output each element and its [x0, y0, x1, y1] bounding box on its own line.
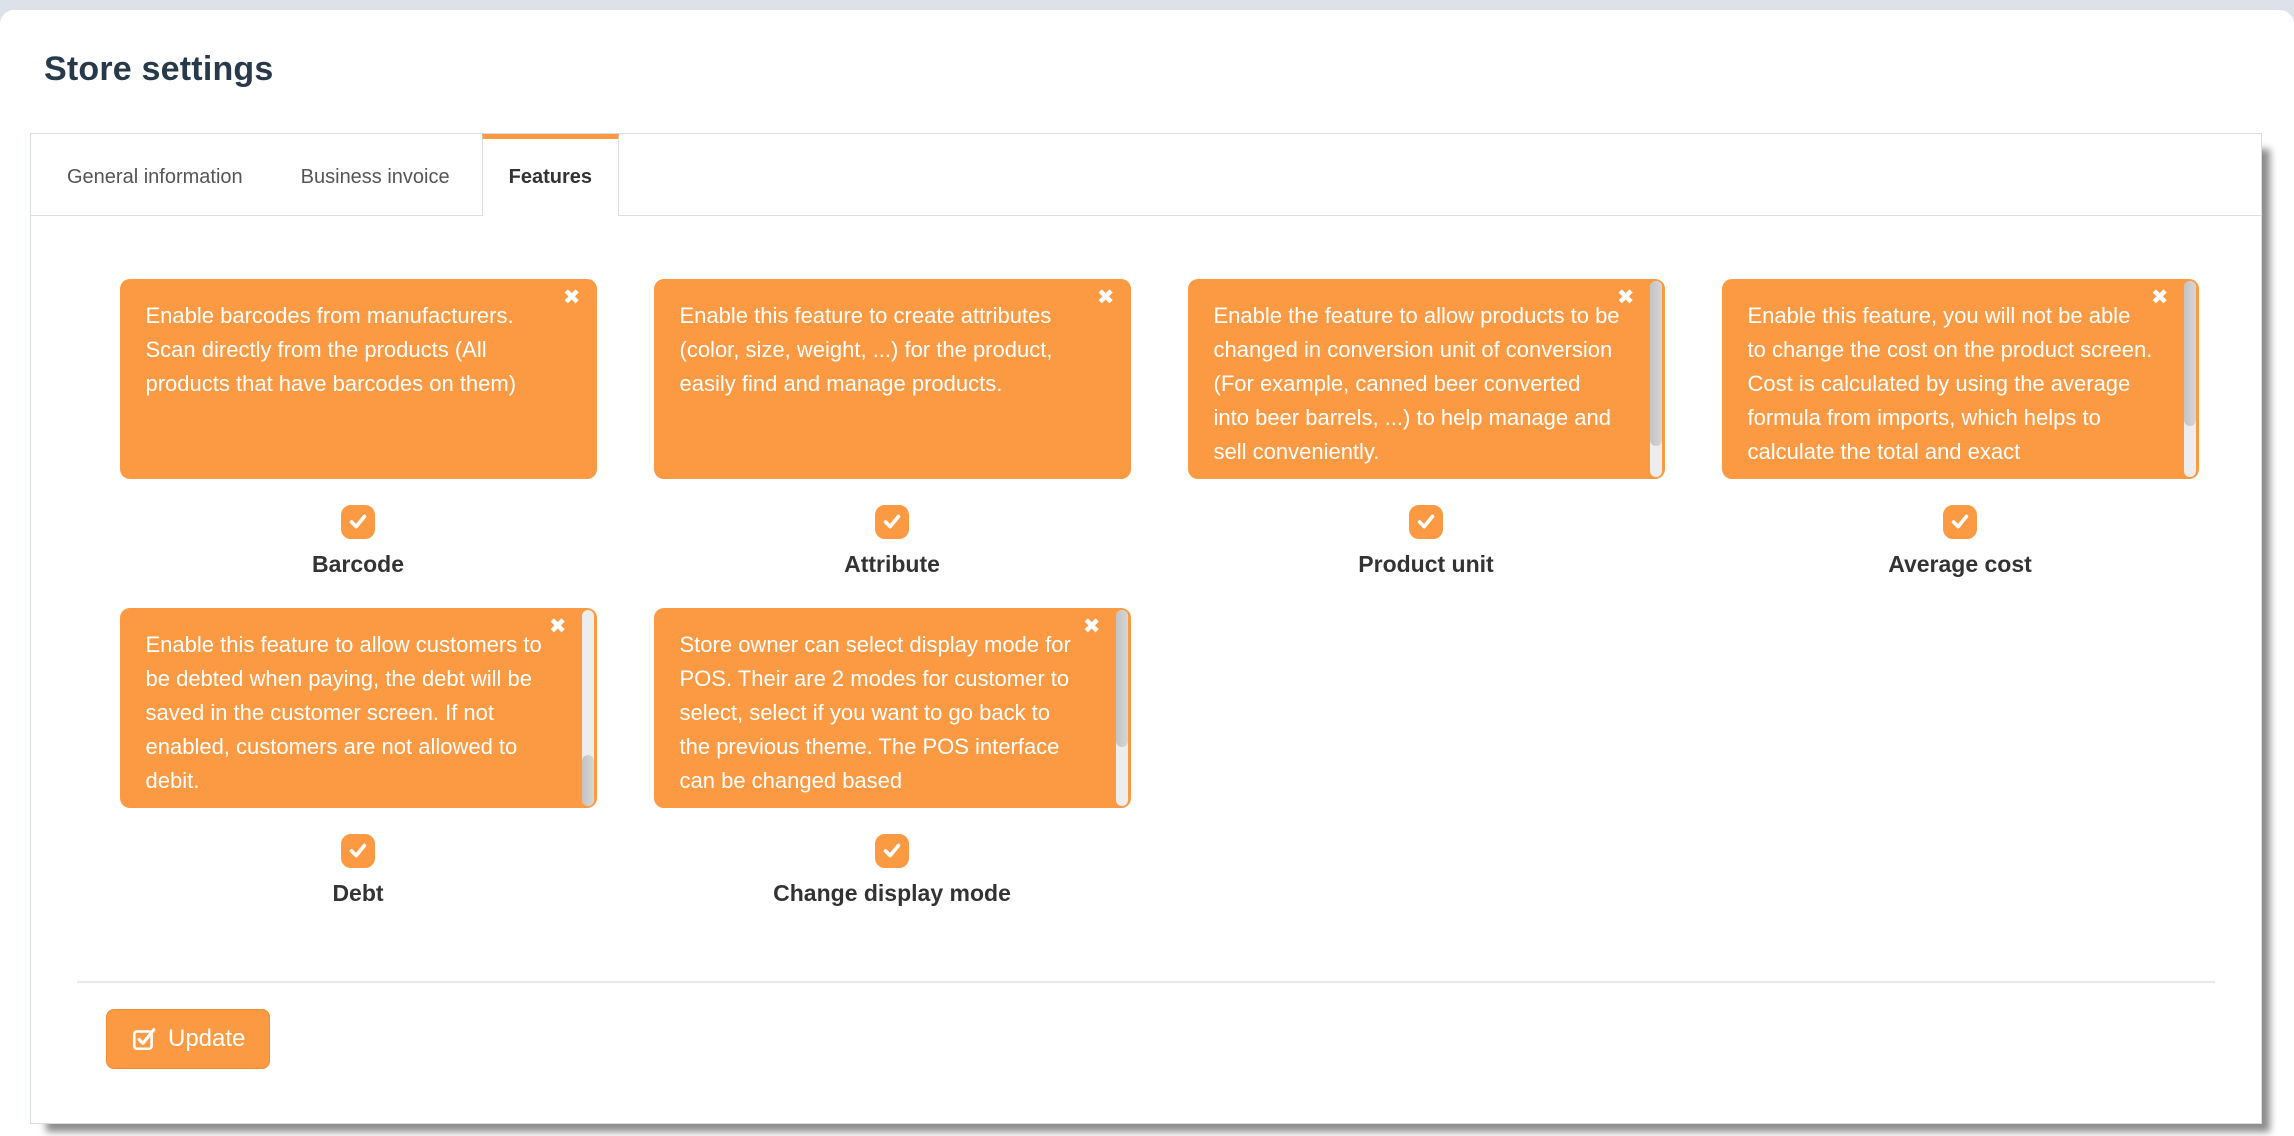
close-icon[interactable]: ✖ — [2150, 285, 2169, 309]
tab-business-invoice[interactable]: Business invoice — [300, 165, 450, 188]
feature-description: Enable barcodes from manufacturers. Scan directly from the products (All products that have barcodes on them) — [145, 303, 517, 396]
feature-label: Change display mode — [773, 880, 1011, 906]
feature-tooltip — [120, 608, 597, 808]
feature-description: Enable this feature to allow customers to be debted when paying, the debt will be saved in the customer screen. If not enabled, customers are not allowed to debit. — [145, 632, 542, 793]
check-icon — [881, 511, 903, 533]
divider — [77, 981, 2215, 983]
feature-label: Product unit — [1358, 551, 1494, 577]
tooltip-scrollbar[interactable] — [1116, 610, 1128, 806]
tab-features[interactable]: Features — [482, 134, 619, 216]
close-icon[interactable]: ✖ — [1616, 285, 1635, 309]
feature-checkbox[interactable] — [875, 834, 909, 868]
feature-description: Store owner can select display mode for POS. Their are 2 modes for customer to select, select if you want to go back to the previous theme. The POS interface can be changed based — [679, 632, 1071, 793]
feature-label: Barcode — [311, 551, 405, 577]
settings-card — [30, 133, 2262, 1124]
update-button-label: Update — [168, 1025, 246, 1052]
feature-average-cost — [1693, 279, 2227, 578]
feature-tooltip — [1722, 279, 2199, 479]
tooltip-scrollbar[interactable] — [582, 610, 594, 806]
feature-description: Enable this feature to create attributes (color, size, weight, ...) for the product, easily find and manage products. — [679, 303, 1053, 396]
check-icon — [1949, 511, 1971, 533]
feature-checkbox[interactable] — [341, 834, 375, 868]
feature-label: Attribute — [844, 551, 940, 577]
feature-label: Average cost — [1888, 551, 2032, 577]
feature-description: Enable this feature, you will not be able to change the cost on the product screen. Cost is calculated by using the average formula from imports, which helps to calculate the total and exact — [1747, 303, 2153, 464]
feature-attribute — [625, 279, 1159, 578]
tooltip-scrollbar[interactable] — [1650, 281, 1662, 477]
feature-change-display-mode — [625, 608, 1159, 907]
check-icon — [347, 511, 369, 533]
feature-checkbox[interactable] — [341, 505, 375, 539]
feature-label: Debt — [332, 880, 384, 906]
feature-product-unit — [1159, 279, 1693, 578]
features-grid — [31, 279, 2261, 907]
update-button[interactable] — [106, 1009, 270, 1069]
feature-barcode — [91, 279, 625, 578]
feature-tooltip — [654, 279, 1131, 479]
check-square-icon — [131, 1026, 157, 1052]
check-icon — [1415, 511, 1437, 533]
close-icon[interactable]: ✖ — [1082, 614, 1101, 638]
feature-description: Enable the feature to allow products to be changed in conversion unit of conversion (For example, canned beer converted into beer barrels, ...) to help manage and sell conveniently. — [1213, 303, 1620, 464]
check-icon — [881, 840, 903, 862]
feature-checkbox[interactable] — [875, 505, 909, 539]
close-icon[interactable]: ✖ — [1096, 285, 1115, 309]
tooltip-scrollbar[interactable] — [2184, 281, 2196, 477]
feature-tooltip — [654, 608, 1131, 808]
close-icon[interactable]: ✖ — [548, 614, 567, 638]
feature-checkbox[interactable] — [1409, 505, 1443, 539]
feature-tooltip — [1188, 279, 1665, 479]
page-title: Store settings — [44, 50, 274, 88]
features-panel — [31, 216, 2261, 1069]
tab-bar — [31, 134, 2261, 216]
page-sheet — [0, 10, 2294, 1136]
feature-checkbox[interactable] — [1943, 505, 1977, 539]
feature-tooltip — [120, 279, 597, 479]
tab-general-information[interactable]: General information — [67, 165, 243, 188]
check-icon — [347, 840, 369, 862]
close-icon[interactable]: ✖ — [562, 285, 581, 309]
feature-debt — [91, 608, 625, 907]
